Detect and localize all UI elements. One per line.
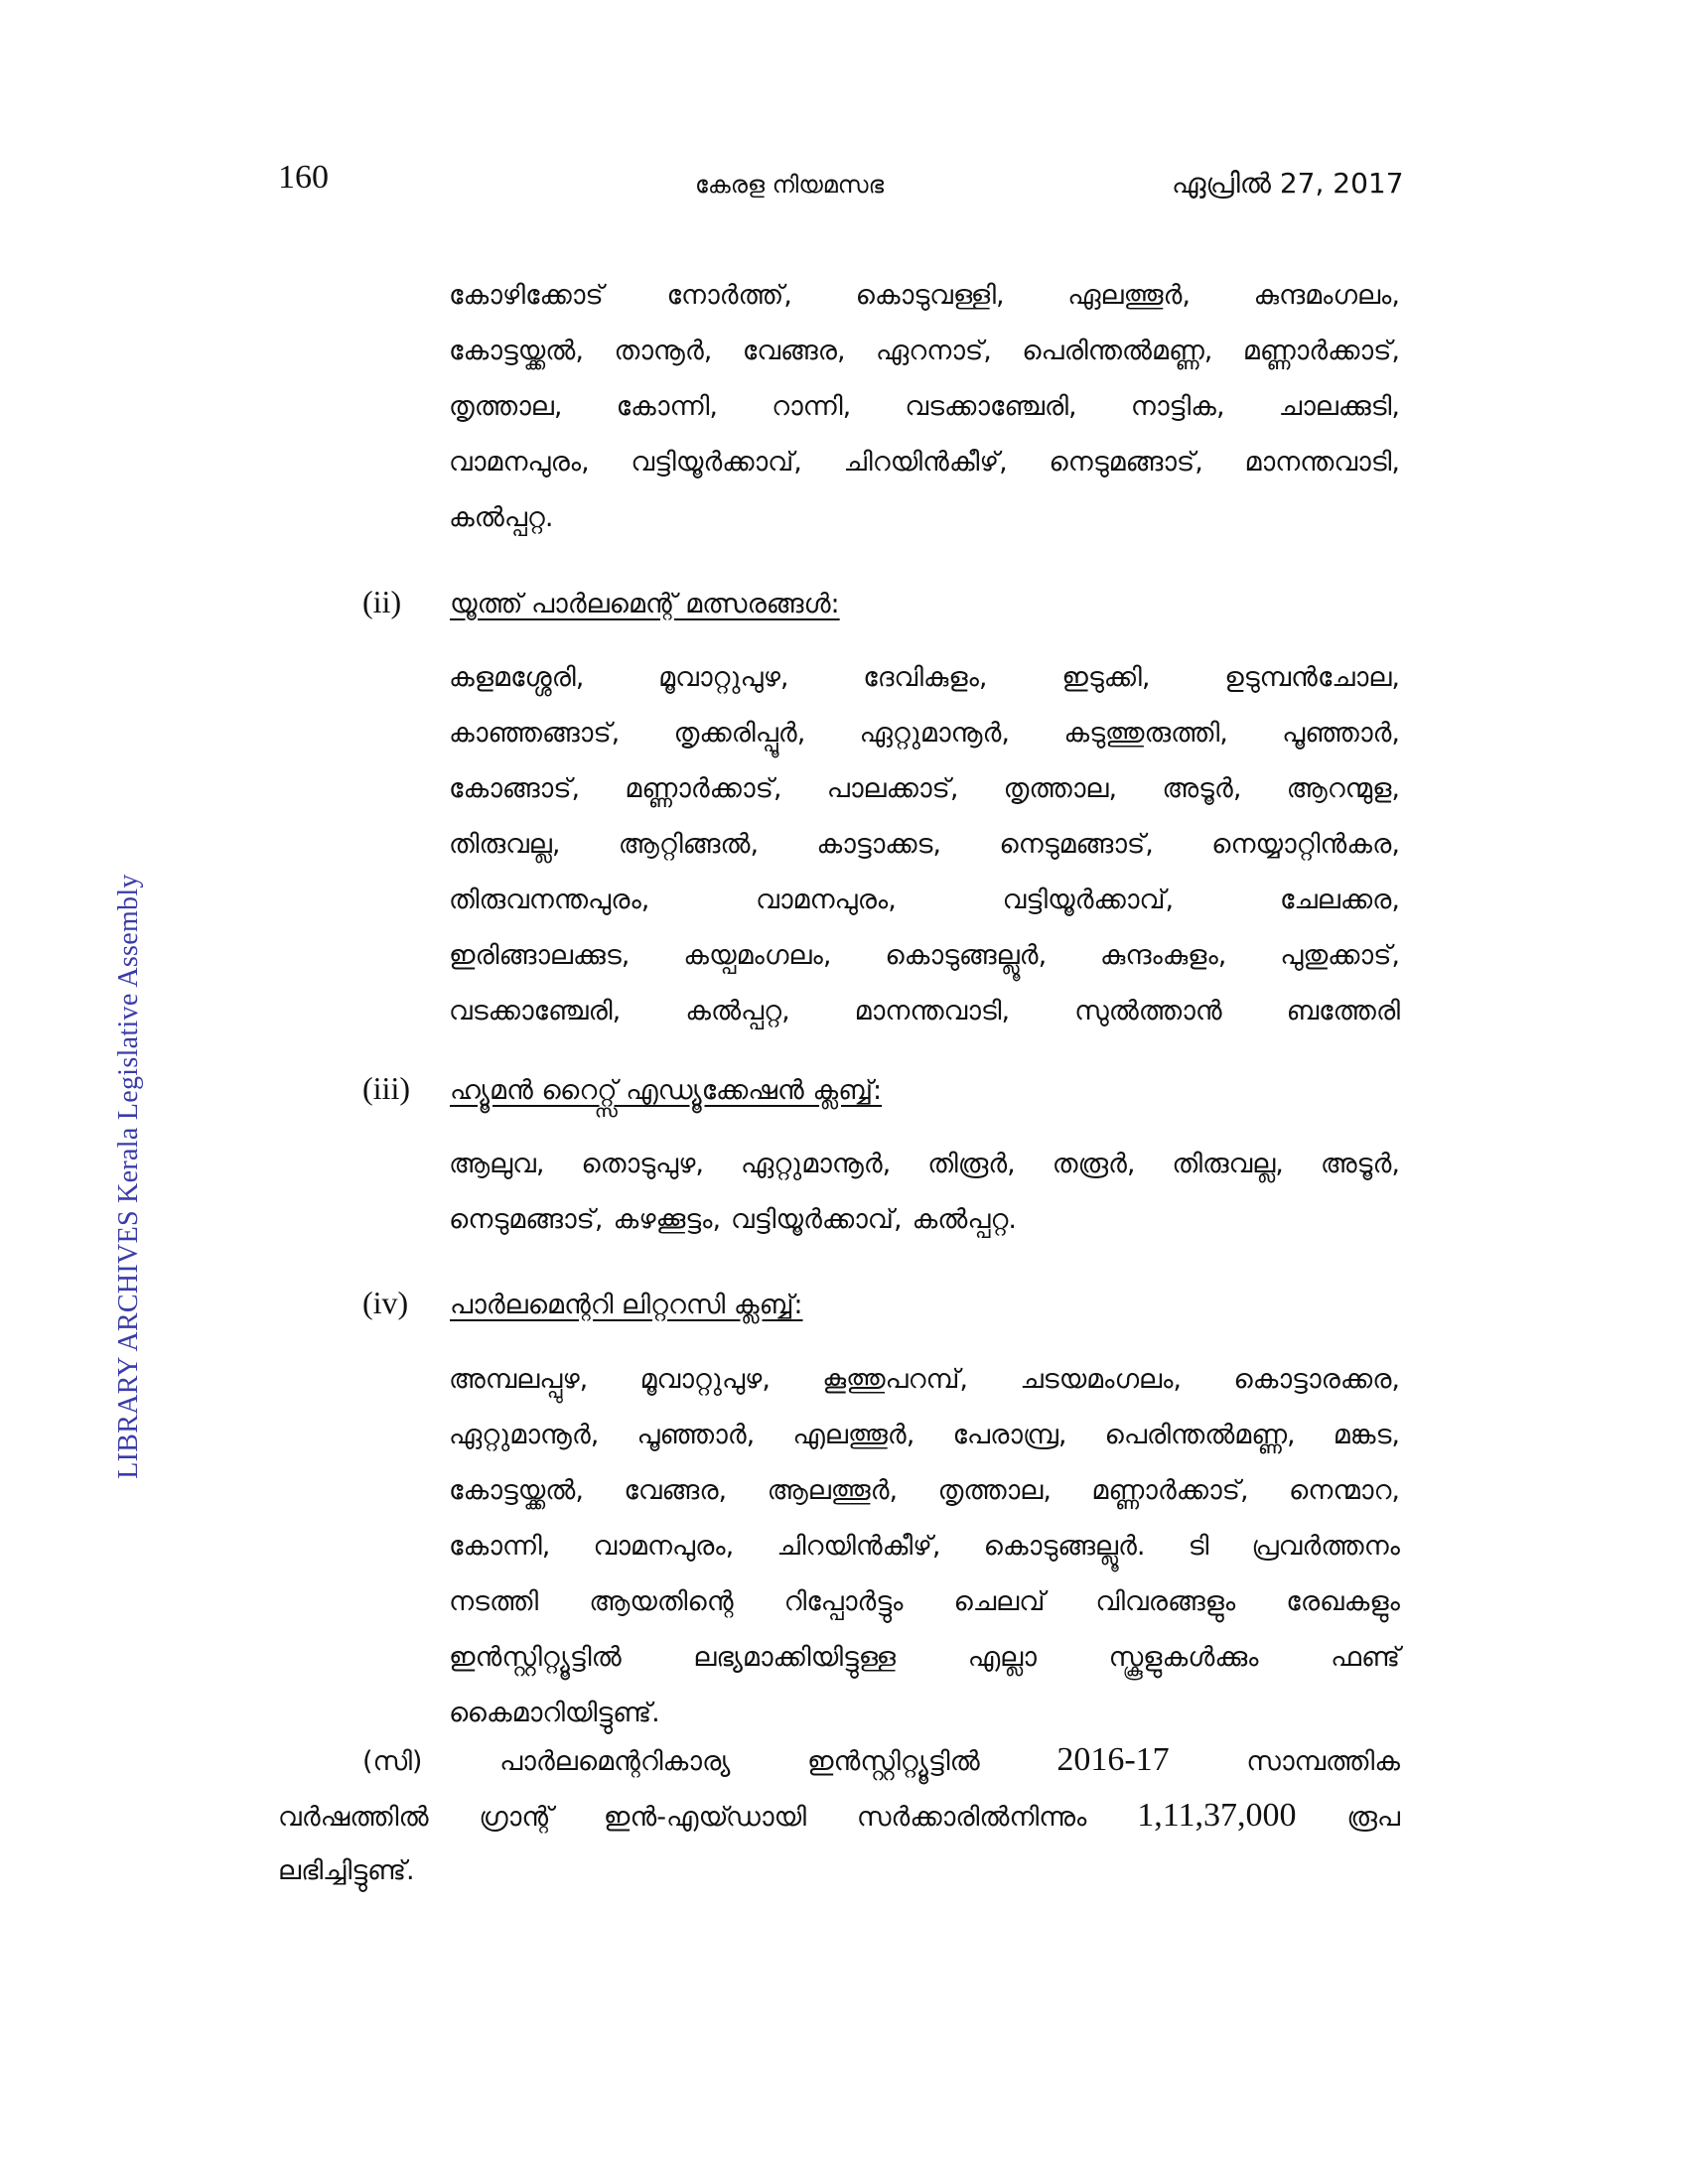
word: ചെലവ്: [953, 1586, 1046, 1617]
word: ഫണ്ട്: [1331, 1642, 1400, 1673]
word: കൊടുങ്ങല്ലൂർ.: [983, 1531, 1146, 1562]
word: ചടയമംഗലം,: [1020, 1364, 1182, 1395]
closing-paragraph: [278, 1732, 1400, 1899]
word: മണ്ണാർക്കാട്,: [625, 773, 782, 804]
word: തിരൂർ,: [927, 1149, 1016, 1179]
text-line: [449, 706, 1400, 761]
word: പുതുക്കാട്,: [1280, 940, 1400, 971]
word: സ്കൂളുകൾക്കും: [1108, 1642, 1259, 1673]
word: ഏറ്റുമാനൂർ,: [859, 718, 1010, 749]
word: വാമനപുരം,: [756, 885, 897, 915]
word: കൊടുവള്ളി,: [855, 280, 1005, 311]
word: മങ്കട,: [1333, 1420, 1400, 1450]
word: റാന്നി,: [772, 391, 852, 422]
word: മാനന്തവാടി,: [1244, 447, 1400, 478]
word: കോന്നി,: [449, 1531, 551, 1562]
item-iv-title: പാർലമെന്ററി ലിറ്ററസി ക്ലബ്ബ്:: [450, 1290, 803, 1320]
word: തൃത്താല,: [937, 1475, 1052, 1506]
word: കൽപ്പറ്റ.: [449, 502, 554, 533]
word: തിരുവനന്തപുരം,: [449, 885, 650, 915]
text-line: [449, 817, 1400, 873]
word: ആറന്മുള,: [1286, 773, 1400, 804]
word: മണ്ണാർക്കാട്,: [1091, 1475, 1249, 1506]
word: തൃത്താല,: [1003, 773, 1118, 804]
closing-line-3: ലഭിച്ചിട്ടുണ്ട്.: [278, 1855, 415, 1886]
text-line: [449, 1192, 1400, 1248]
word: വട്ടിയൂർക്കാവ്,: [731, 1204, 903, 1235]
list-i-paragraph: [449, 268, 1400, 546]
item-iv-heading: [362, 1275, 803, 1330]
text-line: [449, 650, 1400, 706]
word: മണ്ണാർക്കാട്,: [1242, 336, 1400, 366]
word: നെയ്യാറ്റിൻകര,: [1211, 829, 1400, 860]
word: നോർത്ത്,: [666, 280, 792, 311]
word: വട്ടിയൂർക്കാവ്,: [631, 447, 802, 478]
item-iii-title: ഹ്യൂമൻ റൈറ്റ്സ് എഡ്യൂക്കേഷൻ ക്ലബ്ബ്:: [450, 1075, 883, 1106]
text-line: [449, 1137, 1400, 1192]
word: കൈമാറിയിട്ടുണ്ട്.: [449, 1698, 660, 1728]
word: എല്ലാ: [967, 1642, 1037, 1673]
word: ഇരിങ്ങാലക്കുട,: [449, 940, 631, 971]
item-ii-title: യൂത്ത് പാർലമെന്റ് മത്സരങ്ങൾ:: [450, 589, 840, 619]
text-line: [449, 1352, 1400, 1408]
word: ആറ്റിങ്ങൽ,: [618, 829, 760, 860]
archive-watermark: LIBRARY ARCHIVES Kerala Legislative Assembly: [113, 874, 144, 1479]
text-line: [449, 324, 1400, 379]
word: രേഖകളും: [1286, 1586, 1400, 1617]
word: കൂത്തുപറമ്പ്,: [822, 1364, 968, 1395]
word: ഏറനാട്,: [876, 336, 992, 366]
word: കോട്ടയ്ക്കൽ,: [449, 336, 584, 366]
word: ഉടുമ്പൻചോല,: [1224, 662, 1400, 693]
text-line: [449, 1630, 1400, 1686]
text-line: [449, 1519, 1400, 1574]
closing-word: വർഷത്തിൽ: [278, 1802, 429, 1833]
word: പൂഞ്ഞാർ,: [636, 1420, 756, 1450]
word: താനൂർ,: [614, 336, 713, 366]
word: തൊടുപുഴ,: [581, 1149, 704, 1179]
word: അടൂർ,: [1320, 1149, 1400, 1179]
closing-line-2: [278, 1788, 1400, 1843]
word: കുന്ദമംഗലം,: [1253, 280, 1400, 311]
closing-year: 2016-17: [1056, 1741, 1170, 1778]
word: കൽപ്പറ്റ,: [685, 996, 790, 1026]
text-line: [449, 873, 1400, 928]
word: കയ്പമംഗലം,: [683, 940, 832, 971]
word: പൂഞ്ഞാർ,: [1282, 718, 1400, 749]
word: നടത്തി: [449, 1586, 539, 1617]
word: കുന്ദംകുളം,: [1100, 940, 1227, 971]
word: നാട്ടിക,: [1130, 391, 1225, 422]
word: പെരിന്തൽമണ്ണ,: [1022, 336, 1213, 366]
word: ഏറ്റുമാനൂർ,: [449, 1420, 600, 1450]
word: അടൂർ,: [1162, 773, 1242, 804]
text-line: [449, 268, 1400, 324]
closing-word: രൂപ: [1346, 1802, 1400, 1833]
word: ചിറയിൻകീഴ്,: [776, 1531, 941, 1562]
item-iii-heading: [362, 1060, 882, 1116]
word: വാമനപുരം,: [449, 447, 590, 478]
closing-word: സാമ്പത്തിക: [1246, 1746, 1400, 1777]
word: കാട്ടാക്കട,: [816, 829, 942, 860]
word: പെരിന്തൽമണ്ണ,: [1104, 1420, 1296, 1450]
word: കൊട്ടാരക്കര,: [1233, 1364, 1400, 1395]
word: വടക്കാഞ്ചേരി,: [905, 391, 1077, 422]
word: എലത്തൂർ,: [792, 1420, 915, 1450]
text-line: [449, 1408, 1400, 1463]
text-line: [449, 379, 1400, 435]
word: നെടുമങ്ങാട്,: [999, 829, 1154, 860]
word: കോങ്ങാട്,: [449, 773, 581, 804]
word: മാനന്തവാടി,: [854, 996, 1011, 1026]
running-title: കേരള നിയമസഭ: [695, 171, 885, 199]
word: വട്ടിയൂർക്കാവ്,: [1002, 885, 1175, 915]
word: ആയതിന്റെ: [589, 1586, 734, 1617]
text-line: [449, 490, 1400, 546]
word: നെന്മാറ,: [1289, 1475, 1400, 1506]
word: ടി: [1188, 1531, 1209, 1562]
word: ബത്തേരി: [1286, 996, 1400, 1026]
item-iv-paragraph: [449, 1352, 1400, 1741]
closing-word: സർക്കാരിൽനിന്നും: [856, 1802, 1087, 1833]
word: ചാലക്കുടി,: [1278, 391, 1400, 422]
word: ചേലക്കര,: [1279, 885, 1400, 915]
word: നെടുമങ്ങാട്,: [1049, 447, 1203, 478]
header-date: ഏപ്രിൽ 27, 2017: [1172, 167, 1404, 200]
item-ii-label: (ii): [362, 584, 402, 619]
closing-amount: 1,11,37,000: [1137, 1797, 1297, 1834]
word: തരൂർ,: [1052, 1149, 1136, 1179]
word: തൃക്കരിപ്പൂർ,: [673, 718, 806, 749]
word: ആലത്തൂർ,: [767, 1475, 899, 1506]
word: കോഴിക്കോട്: [449, 280, 604, 311]
word: വാമനപുരം,: [593, 1531, 735, 1562]
closing-word: ഇൻസ്റ്റിറ്റ്യൂട്ടിൽ: [807, 1746, 980, 1777]
word: തിരുവല്ല,: [1172, 1149, 1284, 1179]
word: പ്രവർത്തനം: [1251, 1531, 1400, 1562]
text-line: [449, 984, 1400, 1039]
word: കടുത്തുരുത്തി,: [1063, 718, 1228, 749]
closing-word: ഇൻ-എയ്ഡായി: [603, 1802, 806, 1833]
word: വേങ്ങര,: [742, 336, 846, 366]
word: തിരുവല്ല,: [449, 829, 561, 860]
text-line: [449, 1574, 1400, 1630]
word: കളമശ്ശേരി,: [449, 662, 585, 693]
closing-word: പാർലമെന്ററികാര്യ: [499, 1746, 731, 1777]
word: ഇടുക്കി,: [1061, 662, 1151, 693]
word: ചിറയിൻകീഴ്,: [843, 447, 1008, 478]
word: ഇൻസ്റ്റിറ്റ്യൂട്ടിൽ: [449, 1642, 622, 1673]
word: വേങ്ങര,: [624, 1475, 728, 1506]
word: കൊടുങ്ങല്ലൂർ,: [885, 940, 1048, 971]
word: പേരാമ്പ്ര,: [952, 1420, 1067, 1450]
item-iii-label: (iii): [362, 1070, 410, 1106]
word: നെടുമങ്ങാട്,: [449, 1204, 604, 1235]
word: കോട്ടയ്ക്കൽ,: [449, 1475, 584, 1506]
word: ഏറ്റുമാനൂർ,: [740, 1149, 892, 1179]
closing-word: ഗ്രാന്റ്: [479, 1802, 554, 1833]
closing-line-1: [278, 1732, 1400, 1788]
word: ലഭ്യമാക്കിയിട്ടുള്ള: [693, 1642, 897, 1673]
word: വിവരങ്ങളും: [1095, 1586, 1236, 1617]
word: കാഞ്ഞങ്ങാട്,: [449, 718, 621, 749]
closing-word: (സി): [362, 1746, 423, 1777]
word: മൂവാറ്റുപുഴ,: [658, 662, 789, 693]
word: വടക്കാഞ്ചേരി,: [449, 996, 622, 1026]
word: പാലക്കാട്,: [826, 773, 959, 804]
word: ദേവികുളം,: [863, 662, 988, 693]
word: കഴക്കൂട്ടം,: [613, 1204, 722, 1235]
word: മൂവാറ്റുപുഴ,: [639, 1364, 771, 1395]
text-line: [449, 1463, 1400, 1519]
item-iv-label: (iv): [362, 1285, 409, 1320]
word: അമ്പലപ്പുഴ,: [449, 1364, 589, 1395]
item-ii-paragraph: [449, 650, 1400, 1039]
word: കോന്നി,: [616, 391, 718, 422]
text-line: [449, 435, 1400, 490]
word: റിപ്പോർട്ടും: [783, 1586, 904, 1617]
word: തൃത്താല,: [449, 391, 563, 422]
item-ii-heading: [362, 574, 840, 629]
word: സുൽത്താൻ: [1074, 996, 1222, 1026]
page-number: 160: [278, 159, 329, 196]
word: ആലുവ,: [449, 1149, 545, 1179]
item-iii-paragraph: [449, 1137, 1400, 1248]
text-line: [449, 761, 1400, 817]
word: കൽപ്പറ്റ.: [912, 1204, 1018, 1235]
text-line: [449, 928, 1400, 984]
word: ഏലത്തൂർ,: [1067, 280, 1191, 311]
